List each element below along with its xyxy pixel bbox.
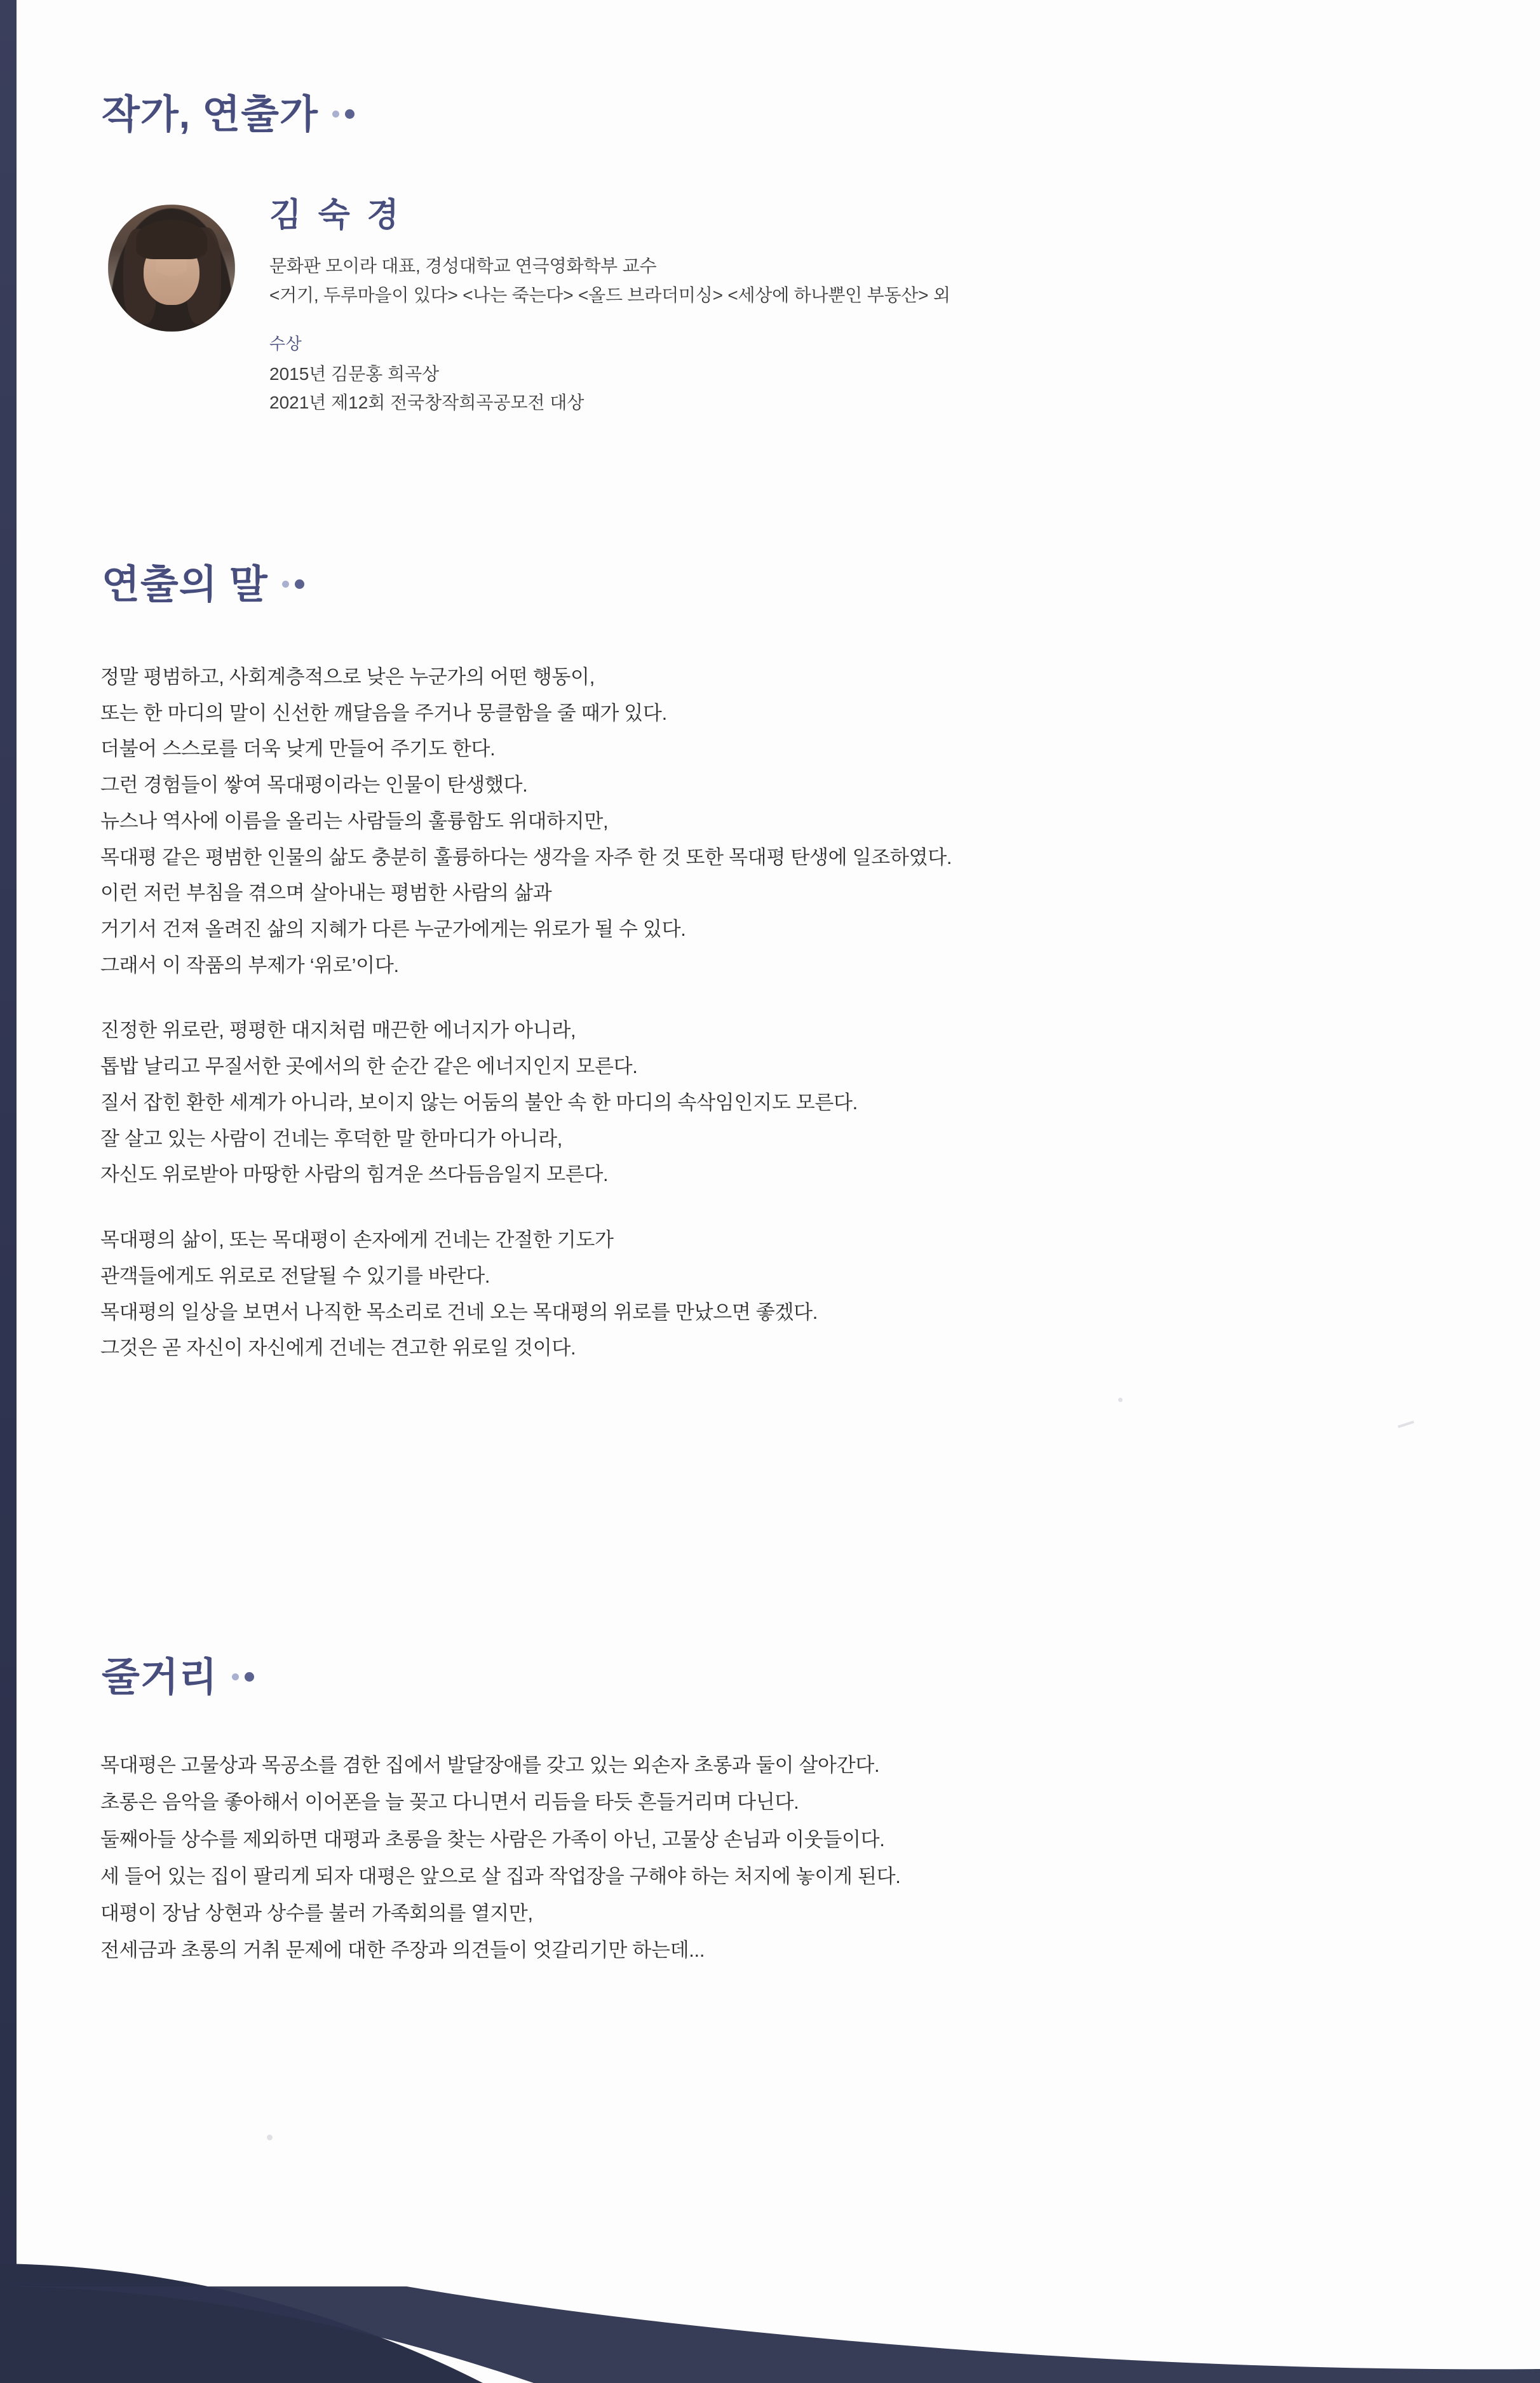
- heading-dots-icon: [332, 109, 355, 119]
- section-heading-synopsis-label: 줄거리: [102, 1656, 218, 1699]
- award-item: 2021년 제12회 전국창작희곡공모전 대상: [269, 393, 584, 413]
- award-item: 2015년 김문홍 희곡상: [269, 364, 440, 384]
- text-line: 톱밥 날리고 무질서한 곳에서의 한 순간 같은 에너지인지 모른다.: [100, 1055, 638, 1078]
- bottom-wave-decoration: [0, 2116, 1540, 2383]
- text-line: 뉴스나 역사에 이름을 올리는 사람들의 훌륭함도 위대하지만,: [100, 809, 609, 832]
- awards-label: 수상: [269, 334, 302, 354]
- text-line: 정말 평범하고, 사회계층적으로 낮은 누군가의 어떤 행동이,: [100, 666, 595, 688]
- author-portrait-photo: [108, 205, 235, 332]
- section-heading-synopsis: [102, 1658, 254, 1698]
- text-line: 목대평 같은 평범한 인물의 삶도 충분히 훌륭하다는 생각을 자주 한 것 또한 목대평 탄생에 일조하였다.: [100, 846, 952, 868]
- text-line: 관객들에게도 위로로 전달될 수 있기를 바란다.: [100, 1264, 490, 1287]
- text-line: 전세금과 초롱의 거취 문제에 대한 주장과 의견들이 엇갈리기만 하는데...: [100, 1939, 705, 1962]
- text-line: 둘째아들 상수를 제외하면 대평과 초롱을 찾는 사람은 가족이 아닌, 고물상 손님과 이웃들이다.: [100, 1828, 885, 1851]
- author-credit-line: 문화판 모이라 대표, 경성대학교 연극영화학부 교수: [269, 256, 657, 276]
- text-line: 그것은 곧 자신이 자신에게 건네는 견고한 위로일 것이다.: [100, 1337, 576, 1360]
- paragraph: [100, 1222, 1460, 1367]
- text-line: 그래서 이 작품의 부제가 ‘위로’이다.: [100, 954, 399, 976]
- author-details: [269, 191, 950, 417]
- section-heading-author-label: 작가, 연출가: [102, 93, 318, 137]
- paragraph: [100, 659, 1460, 983]
- author-name: 김 숙 경: [269, 197, 403, 234]
- paragraph: [100, 1013, 1460, 1193]
- section-heading-director-note-label: 연출의 말: [102, 563, 268, 607]
- author-credit-line: <거기, 두루마을이 있다> <나는 죽는다> <올드 브라더미싱> <세상에 하나뿐인 부동산> 외: [269, 285, 950, 305]
- text-line: 잘 살고 있는 사람이 건네는 후덕한 말 한마디가 아니라,: [100, 1127, 563, 1150]
- text-line: 대평이 장남 상현과 상수를 불러 가족회의를 열지만,: [100, 1902, 533, 1925]
- author-profile: [108, 191, 1442, 417]
- text-line: 또는 한 마디의 말이 신선한 깨달음을 주거나 뭉클함을 줄 때가 있다.: [100, 701, 667, 724]
- text-line: 목대평의 일상을 보면서 나직한 목소리로 건네 오는 목대평의 위로를 만났으면 좋겠다.: [100, 1300, 818, 1323]
- text-line: 이런 저런 부침을 겪으며 살아내는 평범한 사람의 삶과: [100, 882, 552, 905]
- text-line: 자신도 위로받아 마땅한 사람의 힘겨운 쓰다듬음일지 모른다.: [100, 1163, 609, 1186]
- text-line: 거기서 건져 올려진 삶의 지혜가 다른 누군가에게는 위로가 될 수 있다.: [100, 918, 686, 941]
- text-line: 질서 잡힌 환한 세계가 아니라, 보이지 않는 어둠의 불안 속 한 마디의 속삭임인지도 모른다.: [100, 1091, 858, 1114]
- synopsis-body: [100, 1747, 1460, 1969]
- scan-speck: [1398, 1421, 1414, 1428]
- text-line: 진정한 위로란, 평평한 대지처럼 매끈한 에너지가 아니라,: [100, 1019, 576, 1042]
- text-line: 초롱은 음악을 좋아해서 이어폰을 늘 꽂고 다니면서 리듬을 타듯 흔들거리며 다닌다.: [100, 1791, 799, 1814]
- section-heading-director-note: [102, 565, 304, 605]
- text-line: 그런 경험들이 쌓여 목대평이라는 인물이 탄생했다.: [100, 774, 528, 797]
- text-line: 목대평의 삶이, 또는 목대평이 손자에게 건네는 간절한 기도가: [100, 1229, 614, 1252]
- director-note-body: [100, 659, 1460, 1367]
- heading-dots-icon: [282, 579, 304, 589]
- text-line: 세 들어 있는 집이 팔리게 되자 대평은 앞으로 살 집과 작업장을 구해야 하는 처지에 놓이게 된다.: [100, 1865, 901, 1887]
- scan-speck: [267, 2135, 273, 2140]
- text-line: 목대평은 고물상과 목공소를 겸한 집에서 발달장애를 갖고 있는 외손자 초롱과 둘이 살아간다.: [100, 1754, 880, 1776]
- text-line: 더불어 스스로를 더욱 낮게 만들어 주기도 한다.: [100, 738, 496, 760]
- heading-dots-icon: [232, 1672, 254, 1682]
- left-accent-band: [0, 0, 17, 2383]
- scan-speck: [1118, 1398, 1123, 1402]
- section-heading-author: [102, 95, 355, 135]
